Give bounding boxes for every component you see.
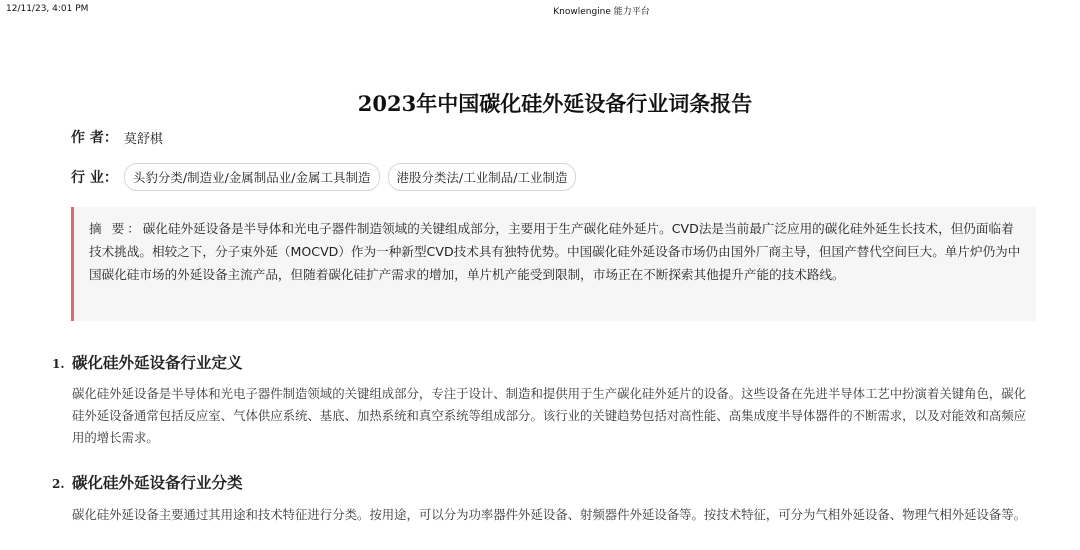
section-body: 碳化硅外延设备主要通过其用途和技术特征进行分类。按用途，可以分为功率器件外延设备、射频器件外延设备等。按技术特征，可分为气相外延设备、物理气相外延设备等。 xyxy=(72,507,1027,522)
section-body: 碳化硅外延设备是半导体和光电子器件制造领域的关键组成部分，专注于设计、制造和提供用于生产碳化硅外延片的设备。这些设备在先进半导体工艺中扮演着关键角色，碳化硅外延设备通常包括反应室、气体供应系统、基底、加热系统和真空系统等组成部分。该行业的关键趋势包括对高性能、高集成度半导体器件的不断需求，以及对能效和高频应用的增长需求。 xyxy=(72,386,1027,445)
abstract-text: 碳化硅外延设备是半导体和光电子器件制造领域的关键组成部分，主要用于生产碳化硅外延片。CVD法是当前最广泛应用的碳化硅外延生长技术，但仍面临着技术挑战。相较之下，分子束外延（MOCVD）作为一种新型CVD技术具有独特优势。中国碳化硅外延设备市场仍由国外厂商主导，但国产替代空间巨大。单片炉仍为中国碳化硅市场的外延设备主流产品，但随着碳化硅扩产需求的增加，单片机产能受到限制，市场正在不断探索其他提升产能的技术路线。 xyxy=(89,221,1021,282)
print-header xyxy=(0,4,1080,18)
section-heading xyxy=(52,471,243,493)
section-heading xyxy=(52,351,243,373)
author-label: 作 者： xyxy=(71,130,118,146)
abstract-box xyxy=(71,207,1036,321)
industry-row xyxy=(71,163,584,191)
print-datetime: 12/11/23, 4:01 PM xyxy=(6,4,89,14)
section-number: 2. xyxy=(52,477,65,491)
industry-label: 行 业： xyxy=(71,170,118,186)
author-name: 莫舒棋 xyxy=(123,131,163,147)
page-title: 2023年中国碳化硅外延设备行业词条报告 xyxy=(357,91,753,116)
section-title: 碳化硅外延设备行业定义 xyxy=(72,354,243,372)
section-number: 1. xyxy=(52,357,65,371)
industry-tag[interactable]: 港股分类法/工业制品/工业制造 xyxy=(388,163,577,191)
industry-tag[interactable]: 头豹分类/制造业/金属制品业/金属工具制造 xyxy=(124,163,380,191)
abstract-label: 摘 要： xyxy=(89,221,143,236)
print-site-title: Knowlengine 能力平台 xyxy=(553,7,650,17)
author-row xyxy=(71,127,163,147)
section-title: 碳化硅外延设备行业分类 xyxy=(72,474,243,492)
